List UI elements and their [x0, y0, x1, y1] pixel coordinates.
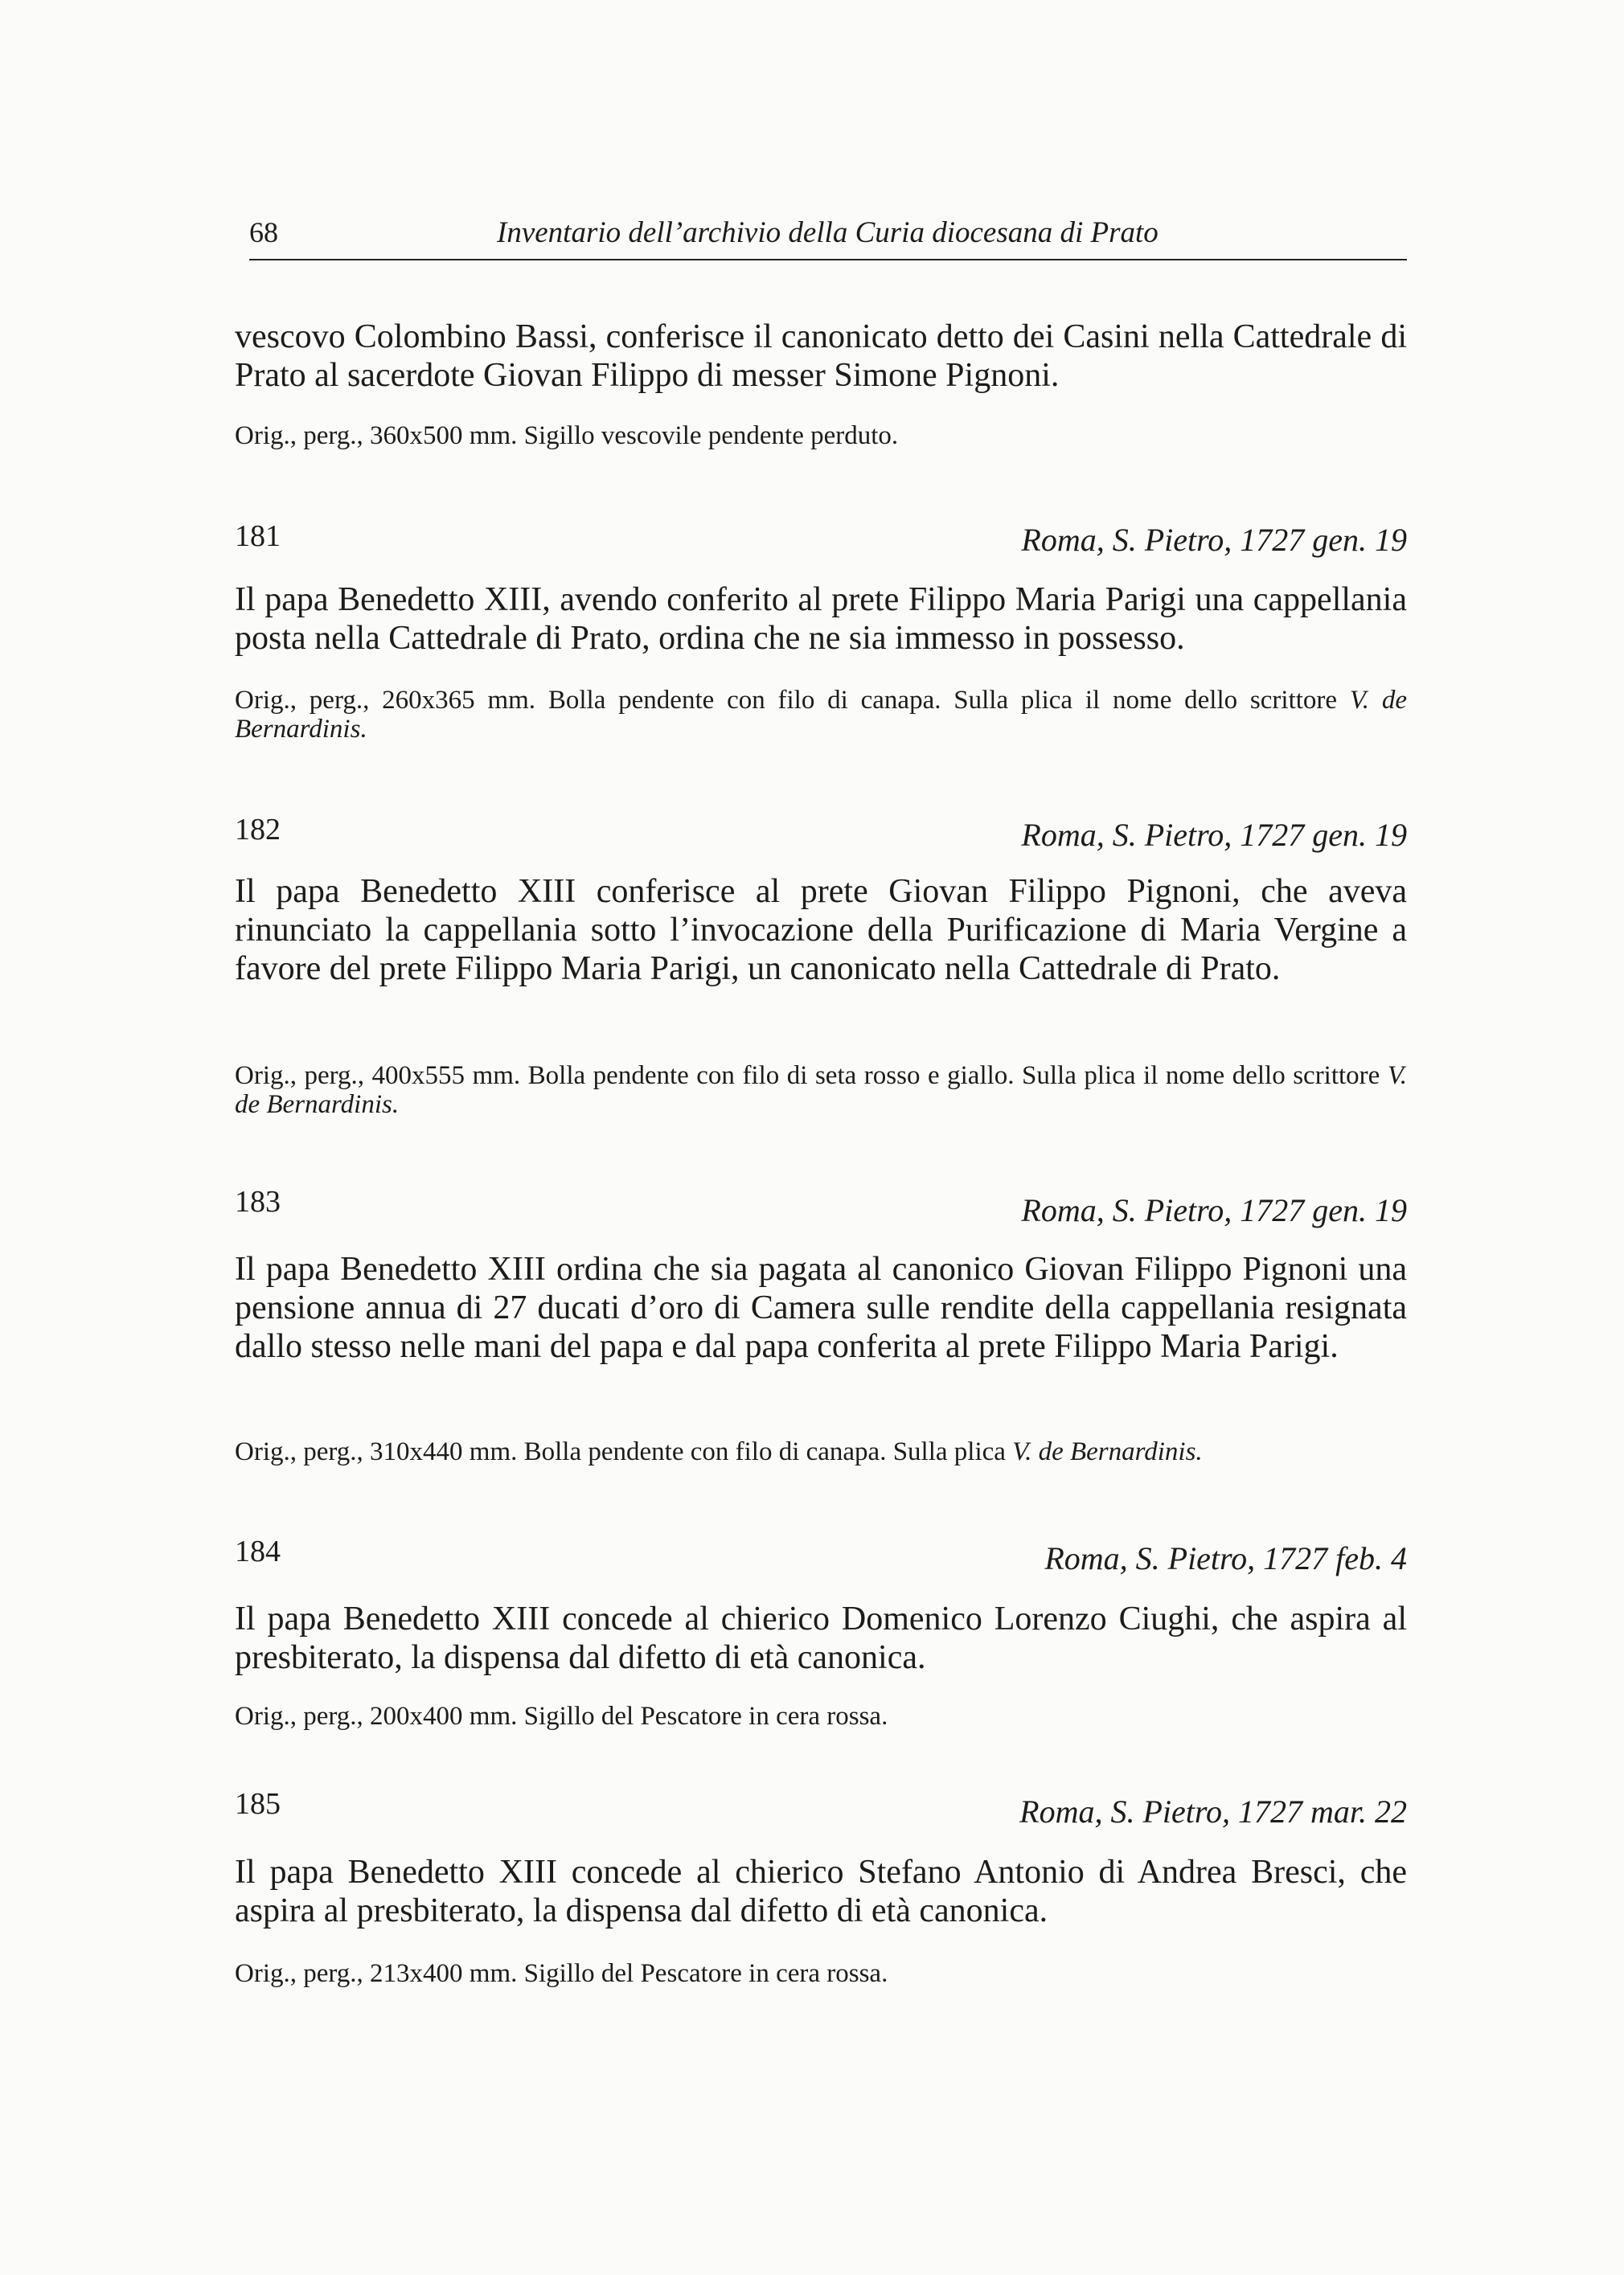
- entry-number: 183: [235, 1185, 281, 1219]
- intro-paragraph: vescovo Colombino Bassi, conferisce il canonicato detto dei Casini nella Cattedrale di Prato al sacerdote Giovan Filippo di messer Simone Pignoni.: [235, 318, 1407, 394]
- entry-note-scribe: V. de Bernardinis.: [235, 686, 1407, 744]
- entry-number: 182: [235, 813, 281, 846]
- entry-note-scribe: V. de Bernardinis.: [235, 1061, 1407, 1119]
- entry-place-date: Roma, S. Pietro, 1727 gen. 19: [1021, 1192, 1407, 1228]
- entry-note: [235, 1702, 1407, 1731]
- entry-place-date: Roma, S. Pietro, 1727 mar. 22: [1019, 1793, 1407, 1830]
- entry-note-scribe: V. de Bernardinis.: [1012, 1437, 1203, 1466]
- entry-number: 184: [235, 1535, 281, 1568]
- entry-note-text: Orig., perg., 213x400 mm. Sigillo del Pescatore in cera rossa.: [235, 1959, 888, 1988]
- entry-place-date: Roma, S. Pietro, 1727 gen. 19: [1021, 817, 1407, 853]
- entry-place-date: Roma, S. Pietro, 1727 feb. 4: [1044, 1540, 1407, 1576]
- entry-regest: Il papa Benedetto XIII concede al chierico Domenico Lorenzo Ciughi, che aspira al presbiterato, la dispensa dal difetto di età canonica.: [235, 1601, 1407, 1676]
- entry-number: 181: [235, 519, 281, 553]
- entry-place-date: Roma, S. Pietro, 1727 gen. 19: [1021, 522, 1407, 558]
- entry-note-text: Orig., perg., 200x400 mm. Sigillo del Pescatore in cera rossa.: [235, 1702, 888, 1731]
- entry-regest: Il papa Benedetto XIII ordina che sia pagata al canonico Giovan Filippo Pignoni una pensione annua di 27 ducati d’oro di Camera sulle rendite della cappellania resignata dallo stesso nelle mani del papa e dal papa conferita al prete Filippo Maria Parigi.: [235, 1251, 1407, 1365]
- page-number: 68: [249, 216, 278, 248]
- running-head: [249, 211, 1407, 260]
- entry-note: [235, 1959, 1407, 1988]
- running-title: Inventario dell’archivio della Curia diocesana di Prato: [497, 216, 1159, 249]
- entry-note: [235, 1061, 1407, 1119]
- entry-number: 185: [235, 1787, 281, 1821]
- intro-note: Orig., perg., 360x500 mm. Sigillo vescovile pendente perduto.: [235, 421, 899, 450]
- entry-regest: Il papa Benedetto XIII conferisce al prete Giovan Filippo Pignoni, che aveva rinunciato la cappellania sotto l’invocazione della Purificazione di Maria Vergine a favore del prete Filippo Maria Parigi, un canonicato nella Cattedrale di Prato.: [235, 873, 1407, 987]
- entry-note-text: Orig., perg., 400x555 mm. Bolla pendente con filo di seta rosso e giallo. Sulla plica il nome dello scrittore: [235, 1061, 1380, 1090]
- entry-note-text: Orig., perg., 310x440 mm. Bolla pendente con filo di canapa. Sulla plica: [235, 1437, 1006, 1466]
- entry-regest: Il papa Benedetto XIII concede al chierico Stefano Antonio di Andrea Bresci, che aspira al presbiterato, la dispensa dal difetto di età canonica.: [235, 1854, 1407, 1929]
- entry-note-text: Orig., perg., 260x365 mm. Bolla pendente con filo di canapa. Sulla plica il nome dello scrittore: [235, 686, 1338, 715]
- entry-note: [235, 1437, 1407, 1466]
- entry-note: [235, 686, 1407, 744]
- entry-regest: Il papa Benedetto XIII, avendo conferito al prete Filippo Maria Parigi una cappellania posta nella Cattedrale di Prato, ordina che ne sia immesso in possesso.: [235, 581, 1407, 657]
